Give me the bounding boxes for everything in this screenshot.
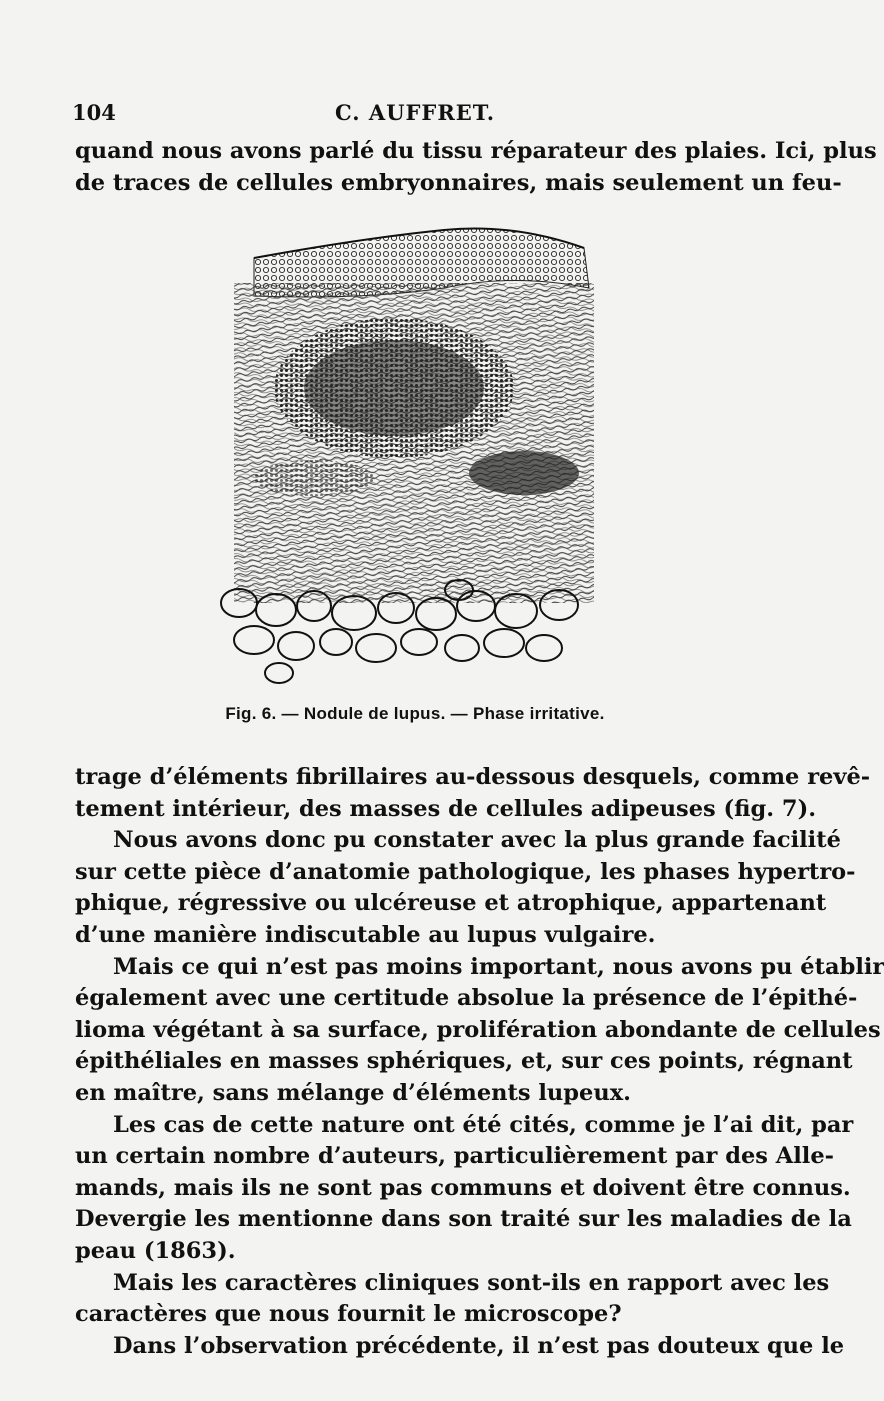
text-line: de traces de cellules embryonnaires, mais seulement un feu- [75, 169, 842, 196]
text-line: Devergie les mentionne dans son traité sur les maladies de la [75, 1206, 852, 1233]
text-line: Mais ce qui n’est pas moins important, nous avons pu établir [113, 953, 884, 980]
text-line: caractères que nous fournit le microscope? [75, 1301, 622, 1328]
text-line: tement intérieur, des masses de cellules adipeuses (fig. 7). [75, 795, 817, 822]
text-line: peau (1863). [75, 1237, 236, 1264]
running-head [72, 100, 758, 130]
paragraph-top [75, 136, 877, 199]
text-line: Dans l’observation précédente, il n’est pas douteux que le [113, 1332, 845, 1359]
text-line: en maître, sans mélange d’éléments lupeux. [75, 1079, 631, 1106]
text-line: épithéliales en masses sphériques, et, sur ces points, régnant [75, 1048, 853, 1075]
text-line: quand nous avons parlé du tissu réparateur des plaies. Ici, plus [75, 138, 877, 164]
text-line: trage d’éléments fibrillaires au-dessous desquels, comme revê- [75, 764, 871, 790]
paragraph-bottom [75, 762, 884, 1362]
figure-caption: Fig. 6. — Nodule de lupus. — Phase irritative. [225, 704, 605, 723]
text-line: d’une manière indiscutable au lupus vulgaire. [75, 921, 656, 948]
histology-illustration [214, 218, 604, 688]
text-line: également avec une certitude absolue la présence de l’épithé- [75, 985, 858, 1012]
text-line: Les cas de cette nature ont été cités, comme je l’ai dit, par [113, 1111, 854, 1138]
text-line: Nous avons donc pu constater avec la plus grande facilité [113, 827, 841, 854]
text-line: phique, régressive ou ulcéreuse et atrophique, appartenant [75, 890, 827, 917]
running-title: C. AUFFRET. [334, 100, 496, 125]
text-line: sur cette pièce d’anatomie pathologique, les phases hypertro- [75, 858, 856, 885]
text-line: un certain nombre d’auteurs, particulièrement par des Alle- [75, 1143, 835, 1170]
page-number: 104 [72, 100, 116, 125]
text-line: Mais les caractères cliniques sont-ils en rapport avec les [113, 1269, 830, 1296]
text-line: lioma végétant à sa surface, prolifération abondante de cellules [75, 1016, 881, 1043]
text-line: mands, mais ils ne sont pas communs et doivent être connus. [75, 1174, 851, 1201]
